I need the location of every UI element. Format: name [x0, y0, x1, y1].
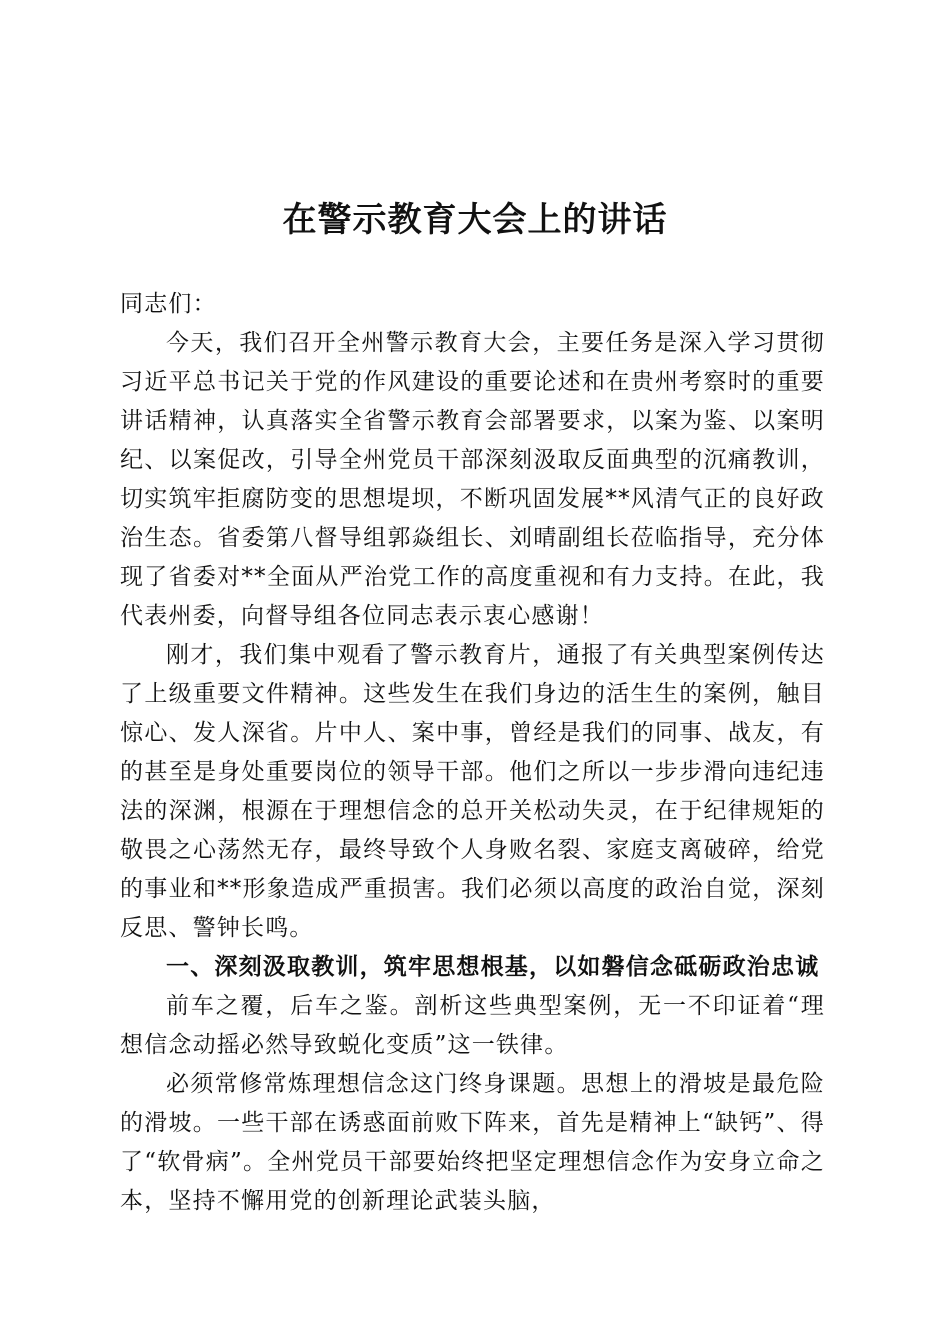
- paragraph-opening: 今天，我们召开全州警示教育大会，主要任务是深入学习贯彻习近平总书记关于党的作风建设的重要论述和在贵州考察时的重要讲话精神，认真落实全省警示教育会部署要求，以案为鉴、以案明纪、以案促改，引导全州党员干部深刻汲取反面典型的沉痛教训，切实筑牢拒腐防变的思想堤坝，不断巩固发展**风清气正的良好政治生态。省委第八督导组郭焱组长、刘晴副组长莅临指导，充分体现了省委对**全面从严治党工作的高度重视和有力支持。在此，我代表州委，向督导组各位同志表示衷心感谢！: [120, 330, 825, 629]
- document-title: 在警示教育大会上的讲话: [282, 200, 668, 240]
- paragraph-review: 刚才，我们集中观看了警示教育片，通报了有关典型案例传达了上级重要文件精神。这些发生在我们身边的活生生的案例，触目惊心、发人深省。片中人、案中事，曾经是我们的同事、战友，有的甚至是身处重要岗位的领导干部。他们之所以一步步滑向违纪违法的深渊，根源在于理想信念的总开关松动失灵，在于纪律规矩的敬畏之心荡然无存，最终导致个人身败名裂、家庭支离破碎，给党的事业和**形象造成严重损害。我们必须以高度的政治自觉，深刻反思、警钟长鸣。: [120, 642, 825, 941]
- section-heading: 一、深刻汲取教训，筑牢思想根基，以如磐信念砥砺政治忠诚: [166, 954, 820, 980]
- salutation: 同志们：: [120, 291, 217, 317]
- paragraph-lesson: 前车之覆，后车之鉴。剖析这些典型案例，无一不印证着“理想信念动摇必然导致蜕化变质”这一铁律。: [120, 993, 825, 1058]
- document-body: [120, 285, 825, 1221]
- paragraph-ideals: 必须常修常炼理想信念这门终身课题。思想上的滑坡是最危险的滑坡。一些干部在诱惑面前败下阵来，首先是精神上“缺钙”、得了“软骨病”。全州党员干部要始终把坚定理想信念作为安身立命之本，坚持不懈用党的创新理论武装头脑，: [120, 1071, 825, 1214]
